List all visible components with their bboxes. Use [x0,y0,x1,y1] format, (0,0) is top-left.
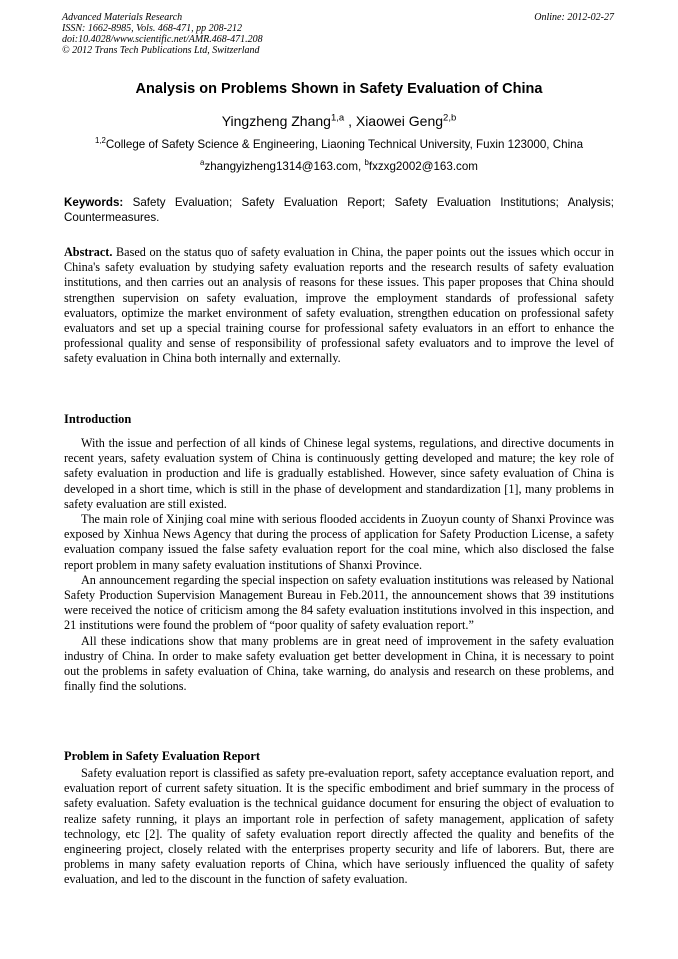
author-separator: , [344,113,356,129]
paragraph: With the issue and perfection of all kinds of Chinese legal systems, regulations, and directive documents in recent years, safety evaluation system of China is continuously getting developed and mature; the key role of safety evaluation in production and life is gradually established. However, since safety evaluation of China is developed in a short time, which is still in the phase of development and standardization [1], many problems in safety evaluation are still existed. [64,436,614,511]
author-name: Xiaowei Geng [355,113,444,129]
email-superscript: a [200,158,205,168]
affiliation [0,138,678,151]
keywords [64,195,614,225]
email-address: zhangyizheng1314@163.com, [204,160,365,173]
abstract-label: Abstract. [64,245,113,259]
email-superscript: b [364,158,369,168]
paper-title: Analysis on Problems Shown in Safety Evaluation of China [135,81,543,97]
copyright-line: © 2012 Trans Tech Publications Ltd, Switzerland [62,45,260,56]
paragraph: All these indications show that many problems are in great need of improvement in the safety evaluation industry of China. In order to make safety evaluation get better development in China, it is necessary to point out the problems in safety evaluation of China, take warning, do analysis and research on these problems, and finally find the solutions. [64,633,614,694]
online-date: Online: 2012-02-27 [534,12,614,23]
issn-line: ISSN: 1662-8985, Vols. 468-471, pp 208-212 [62,23,242,34]
journal-header [62,12,614,56]
author-name: Yingzheng Zhang [221,113,331,129]
abstract-text: Based on the status quo of safety evaluation in China, the paper points out the issues which occur in China's safety evaluation by studying safety evaluation reports and the research results of safety evaluation institutions, and then carries out an analysis of reasons for these issues. This paper proposes that China should strengthen supervision on safety evaluation, improve the employment standards of professional safety evaluators, optimize the market environment of safety evaluation, strengthen education on professional safety evaluators and set up a special training course for professional safety evaluators in an effort to enhance the professional quality and sense of responsibility of professional safety evaluators and to improve the level of safety evaluation in China both internally and externally. [64,245,614,366]
introduction-body [64,436,614,694]
section-heading-problem: Problem in Safety Evaluation Report [64,749,260,763]
paragraph: An announcement regarding the special inspection on safety evaluation institutions was released by National Safety Production Supervision Management Bureau in Feb.2011, the announcement shows that 39 institutions were received the notice of criticism among the 84 safety evaluation institutions involved in this inspection, and 21 institutions were found the problem of “poor quality of safety evaluation report.” [64,572,614,633]
problem-body [64,766,614,888]
email-line [0,160,678,173]
affiliation-superscript: 1,2 [94,136,106,146]
paragraph: The main role of Xinjing coal mine with serious flooded accidents in Zuoyun county of Shanxi Province was exposed by Xinhua News Agency that during the process of application for Safety Production License, a safety evaluation company issued the false safety evaluation report for the coal mine, which also disclosed the false report problem in many safety evaluation institutions of Shanxi Province. [64,512,614,572]
paragraph: Safety evaluation report is classified as safety pre-evaluation report, safety acceptance evaluation report, and evaluation report of current safety situation. It is the specific embodiment and brief summary in the process of safety evaluation. Safety evaluation is the technical guidance document for ensuring the object of evaluation to realize safety running, it plays an important role in perfection of safety management, application of safety technology, etc [2]. The quality of safety evaluation report directly affected the quality and benefits of the engineering project, closely related with the enterprises property security and life of laborers. But, there are problems in many safety evaluation reports of China, which have seriously influenced the quality of safety evaluation, and led to the discount in the function of safety evaluation. [64,766,614,887]
doi-line: doi:10.4028/www.scientific.net/AMR.468-471.208 [62,34,263,45]
author-line [0,113,678,129]
affiliation-text: College of Safety Science & Engineering, Liaoning Technical University, Fuxin 123000, China [105,138,584,151]
journal-name: Advanced Materials Research [62,12,183,23]
author-superscript: 2,b [443,112,457,124]
section-heading-introduction: Introduction [64,412,132,426]
author-superscript: 1,a [330,112,345,124]
keywords-label: Keywords: [64,196,124,209]
email-address: fxzxg2002@163.com [368,160,478,173]
abstract [64,245,614,367]
keywords-text: Safety Evaluation; Safety Evaluation Report; Safety Evaluation Institutions; Analysis; Countermeasures. [64,196,614,224]
